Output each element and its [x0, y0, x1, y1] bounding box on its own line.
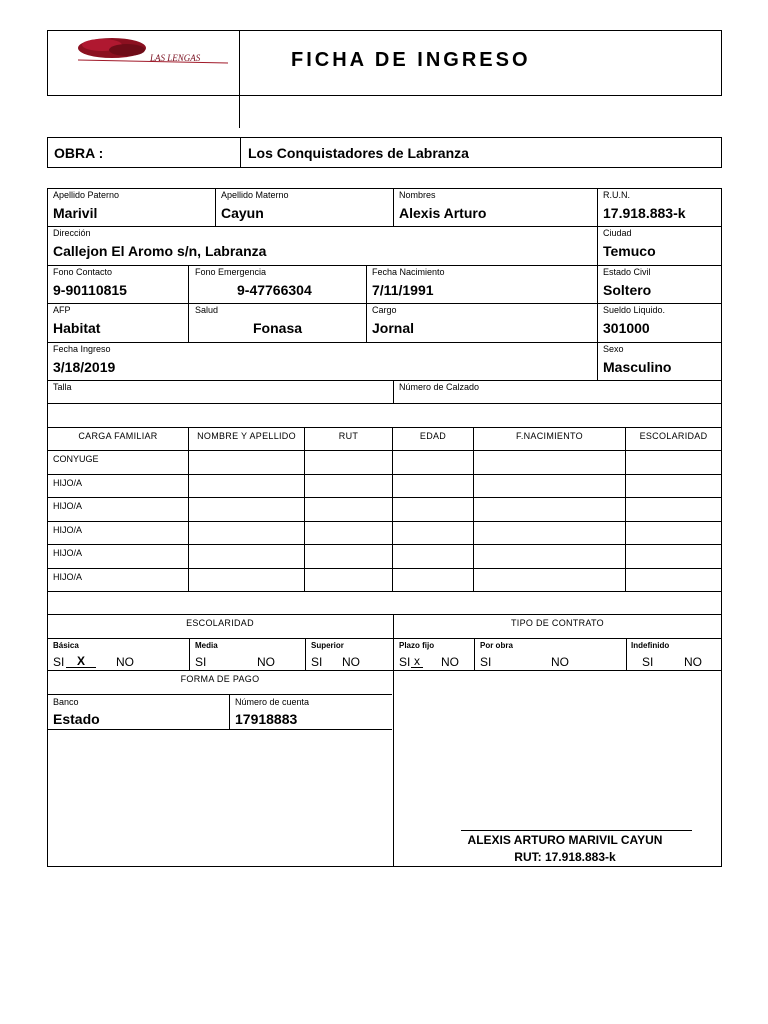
por-obra-label: Por obra [480, 641, 513, 650]
plazo-fijo-si: SI [399, 655, 411, 669]
indefinido-label: Indefinido [631, 641, 670, 650]
signature-name: ALEXIS ARTURO MARIVIL CAYUN [467, 833, 663, 847]
cuenta-value: 17918883 [235, 711, 298, 727]
col-f-nacimiento: F.NACIMIENTO [516, 431, 583, 441]
fecha-nacimiento-label: Fecha Nacimiento [372, 267, 445, 277]
ciudad-value: Temuco [603, 243, 656, 259]
estado-civil-label: Estado Civil [603, 267, 651, 277]
cuenta-label: Número de cuenta [235, 697, 310, 707]
col-edad: EDAD [419, 431, 447, 441]
fono-contacto-label: Fono Contacto [53, 267, 113, 277]
table-row: HIJO/A [53, 572, 83, 582]
media-label: Media [195, 641, 218, 650]
col-escolaridad: ESCOLARIDAD [639, 431, 708, 441]
fecha-nacimiento-value: 7/11/1991 [372, 282, 434, 298]
superior-no: NO [342, 655, 360, 669]
contrato-title: TIPO DE CONTRATO [511, 618, 604, 628]
nombres-label: Nombres [399, 190, 436, 200]
company-logo [72, 34, 232, 72]
por-obra-si: SI [480, 655, 492, 669]
table-row: CONYUGE [53, 454, 99, 464]
run-label: R.U.N. [603, 190, 630, 200]
col-carga-familiar: CARGA FAMILIAR [78, 431, 158, 441]
fecha-ingreso-value: 3/18/2019 [53, 359, 116, 375]
banco-label: Banco [53, 697, 79, 707]
basica-mark: X [66, 655, 96, 668]
banco-value: Estado [53, 711, 100, 727]
escolaridad-title: ESCOLARIDAD [186, 618, 254, 628]
fono-emergencia-label: Fono Emergencia [195, 267, 267, 277]
nombres-value: Alexis Arturo [399, 205, 487, 221]
afp-label: AFP [53, 305, 71, 315]
sueldo-label: Sueldo Liquido. [603, 305, 666, 315]
signature-rut: RUT: 17.918.883-k [514, 850, 616, 864]
indefinido-si: SI [642, 655, 654, 669]
table-row: HIJO/A [53, 525, 83, 535]
apellido-paterno-label: Apellido Paterno [53, 190, 120, 200]
basica-label: Básica [53, 641, 79, 650]
fecha-ingreso-label: Fecha Ingreso [53, 344, 111, 354]
run-value: 17.918.883-k [603, 205, 686, 221]
apellido-materno-label: Apellido Materno [221, 190, 289, 200]
signature-line [461, 830, 692, 831]
calzado-label: Número de Calzado [399, 382, 480, 392]
page-title: FICHA DE INGRESO [291, 49, 531, 71]
sueldo-value: 301000 [603, 320, 650, 336]
superior-label: Superior [311, 641, 344, 650]
talla-label: Talla [53, 382, 72, 392]
salud-value: Fonasa [253, 320, 303, 336]
obra-label: OBRA : [54, 145, 104, 161]
svg-text:LAS LENGAS: LAS LENGAS [150, 53, 201, 63]
indefinido-no: NO [684, 655, 702, 669]
basica-si: SI [53, 655, 65, 669]
table-row: HIJO/A [53, 548, 83, 558]
obra-value: Los Conquistadores de Labranza [248, 145, 469, 161]
direccion-label: Dirección [53, 228, 91, 238]
direccion-value: Callejon El Aromo s/n, Labranza [53, 243, 267, 259]
estado-civil-value: Soltero [603, 282, 652, 298]
ciudad-label: Ciudad [603, 228, 632, 238]
col-rut: RUT [338, 431, 359, 441]
table-row: HIJO/A [53, 478, 83, 488]
media-no: NO [257, 655, 275, 669]
superior-si: SI [311, 655, 323, 669]
plazo-fijo-no: NO [441, 655, 459, 669]
fono-emergencia-value: 9-47766304 [237, 282, 312, 298]
plazo-fijo-label: Plazo fijo [399, 641, 435, 650]
col-nombre-apellido: NOMBRE Y APELLIDO [197, 431, 296, 441]
sexo-label: Sexo [603, 344, 624, 354]
media-si: SI [195, 655, 207, 669]
por-obra-no: NO [551, 655, 569, 669]
apellido-paterno-value: Marivil [53, 205, 98, 221]
salud-label: Salud [195, 305, 219, 315]
forma-pago-title: FORMA DE PAGO [180, 674, 260, 684]
cargo-label: Cargo [372, 305, 397, 315]
sexo-value: Masculino [603, 359, 672, 375]
basica-no: NO [116, 655, 134, 669]
table-row: HIJO/A [53, 501, 83, 511]
plazo-fijo-mark: x [411, 655, 423, 668]
apellido-materno-value: Cayun [221, 205, 264, 221]
cargo-value: Jornal [372, 320, 415, 336]
afp-value: Habitat [53, 320, 101, 336]
fono-contacto-value: 9-90110815 [53, 282, 127, 298]
